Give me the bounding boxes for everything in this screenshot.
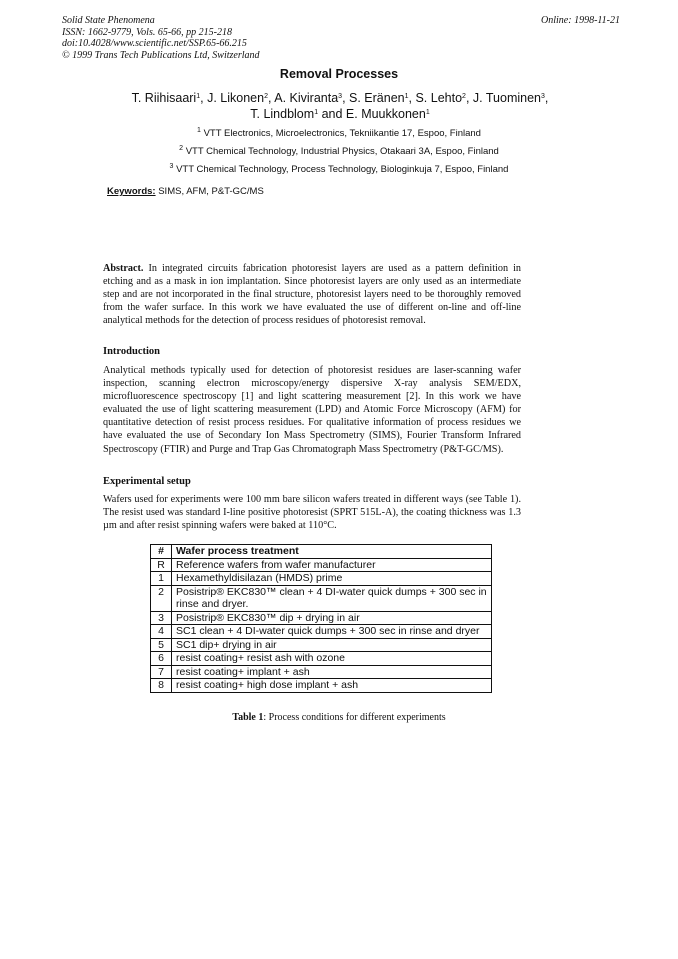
author-affiliation-number: 3 [338, 93, 343, 100]
affiliation-text: VTT Chemical Technology, Industrial Physics, Otakaari 3A, Espoo, Finland [185, 146, 499, 157]
table-cell-number: 5 [151, 638, 172, 652]
table-row [151, 652, 492, 666]
table-cell-number: 6 [151, 652, 172, 666]
author-affiliation-number: 1 [196, 93, 201, 100]
table-cell-treatment: SC1 clean + 4 DI-water quick dumps + 300 sec in rinse and dryer [172, 625, 492, 639]
table-cell-treatment: resist coating+ resist ash with ozone [172, 652, 492, 666]
author-name: J. Likonen [207, 91, 265, 105]
table-cell-treatment: resist coating+ implant + ash [172, 665, 492, 679]
abstract-label: Abstract. [103, 263, 144, 274]
paper-title: Removal Processes [279, 67, 399, 81]
table-body [151, 558, 492, 692]
author-separator: , [408, 91, 416, 105]
author [349, 91, 415, 105]
table-row [151, 625, 492, 639]
author-list [70, 91, 610, 122]
table-cell-number: 3 [151, 611, 172, 625]
author-name: S. Lehto [415, 91, 463, 105]
table-caption [0, 712, 678, 723]
experimental-text: Wafers used for experiments were 100 mm bare silicon wafers treated in different ways (see Table 1). The resist used was standard I-line positive photoresist (SPRT 515L-A), the coating thickness was 1.3 µm and after resist spinning wafers were baked at 110°C. [103, 494, 521, 532]
table-row [151, 585, 492, 611]
author-separator: , [200, 91, 208, 105]
affiliation-3 [0, 164, 678, 175]
table-header-treatment: Wafer process treatment [172, 545, 492, 559]
table-caption-text: : Process conditions for different experiments [263, 712, 446, 723]
author-name: J. Tuominen [472, 91, 541, 105]
table-row [151, 638, 492, 652]
author-name: T. Riihisaari [131, 91, 197, 105]
issn-line: ISSN: 1662-9779, Vols. 65-66, pp 215-218 [62, 26, 232, 38]
table-header-row [151, 545, 492, 559]
author [250, 107, 346, 121]
abstract-text: In integrated circuits fabrication photoresist layers are used as a pattern definition in etching and as a mask in ion implantation. Since photoresist layers are only used as an intermediate step and are not incorporated in the final structure, photoresist layers need to be thoroughly removed from the wafer surface. In this work we have evaluated the use of different on-line and off-line analytical methods for the detection of process residues of photoresist removal. [103, 263, 522, 327]
author-affiliation-number: 1 [404, 93, 409, 100]
online-date: Online: 1998-11-21 [541, 15, 620, 26]
table-cell-treatment: resist coating+ high dose implant + ash [172, 679, 492, 693]
journal-name: Solid State Phenomena [62, 15, 155, 26]
table-cell-number: 4 [151, 625, 172, 639]
author [473, 91, 548, 105]
author-name: S. Eränen [349, 91, 405, 105]
table-cell-treatment: Posistrip® EKC830™ dip + drying in air [172, 611, 492, 625]
table-cell-treatment: Reference wafers from wafer manufacturer [172, 558, 492, 572]
author-name: T. Lindblom [250, 106, 315, 121]
table-cell-number: 2 [151, 585, 172, 611]
author-affiliation-number: 1 [425, 108, 430, 116]
copyright-line: © 1999 Trans Tech Publications Ltd, Switzerland [62, 49, 260, 61]
experimental-heading: Experimental setup [103, 476, 191, 487]
author-affiliation-number: 1 [314, 108, 319, 116]
author-separator: and [318, 106, 346, 121]
author-separator: , [465, 91, 473, 105]
table-caption-label: Table 1 [232, 712, 264, 723]
doi-line: doi:10.4028/www.scientific.net/SSP.65-66.215 [62, 38, 247, 49]
keywords-text: SIMS, AFM, P&T-GC/MS [158, 186, 264, 197]
introduction-text: Analytical methods typically used for detection of photoresist residues are laser-scanning wafer inspection, scanning electron microscopy/energy dispersive X-ray analysis SEM/EDX, microfluorescence spectroscopy [1] and light scattering measurement [2]. In this work we have evaluated the use of light scattering measurement (LPD) and Atomic Force Microscopy (AFM) for quantitative detection of resist process residues. For qualitative information of process residues we have evaluated the use of Secondary Ion Mass Spectrometry (SIMS), Fourier Transform Infrared Spectroscopy (FTIR) and Purge and Trap Gas Chromatograph Mass Spectrometry (P&T-GC/MS). [103, 365, 521, 455]
affiliation-text: VTT Chemical Technology, Process Technology, Biologinkuja 7, Espoo, Finland [176, 164, 509, 175]
affiliation-number: 3 [169, 163, 174, 170]
author [346, 107, 430, 121]
table-row [151, 572, 492, 586]
table-cell-number: 7 [151, 665, 172, 679]
author-name: A. Kiviranta [274, 91, 339, 105]
author-affiliation-number: 2 [264, 93, 268, 100]
author-separator: , [544, 91, 549, 105]
affiliation-number: 2 [179, 145, 184, 152]
affiliation-1 [0, 128, 678, 139]
table-cell-treatment: Posistrip® EKC830™ clean + 4 DI-water quick dumps + 300 sec in rinse and dryer. [172, 585, 492, 611]
table-cell-number: R [151, 558, 172, 572]
keywords-label: Keywords: [107, 186, 156, 197]
process-table [150, 544, 492, 693]
table-header-number: # [151, 545, 172, 559]
table-cell-number: 8 [151, 679, 172, 693]
table-row [151, 679, 492, 693]
author [274, 91, 349, 105]
author [132, 91, 207, 105]
table-row [151, 665, 492, 679]
table-row [151, 558, 492, 572]
affiliation-number: 1 [197, 127, 201, 134]
keywords [107, 186, 264, 197]
table-cell-treatment: Hexamethyldisilazan (HMDS) prime [172, 572, 492, 586]
author-separator: , [267, 91, 275, 105]
author-affiliation-number: 3 [541, 93, 545, 100]
author-name: E. Muukkonen [345, 106, 426, 121]
author [415, 91, 472, 105]
abstract-paragraph [103, 262, 521, 327]
author [207, 91, 274, 105]
table-cell-number: 1 [151, 572, 172, 586]
table-cell-treatment: SC1 dip+ drying in air [172, 638, 492, 652]
author-affiliation-number: 2 [462, 93, 466, 100]
author-separator: , [342, 91, 350, 105]
introduction-heading: Introduction [103, 346, 160, 357]
affiliation-text: VTT Electronics, Microelectronics, Tekniikantie 17, Espoo, Finland [203, 128, 481, 139]
affiliation-2 [0, 146, 678, 157]
journal-meta [62, 15, 260, 61]
table-row [151, 611, 492, 625]
